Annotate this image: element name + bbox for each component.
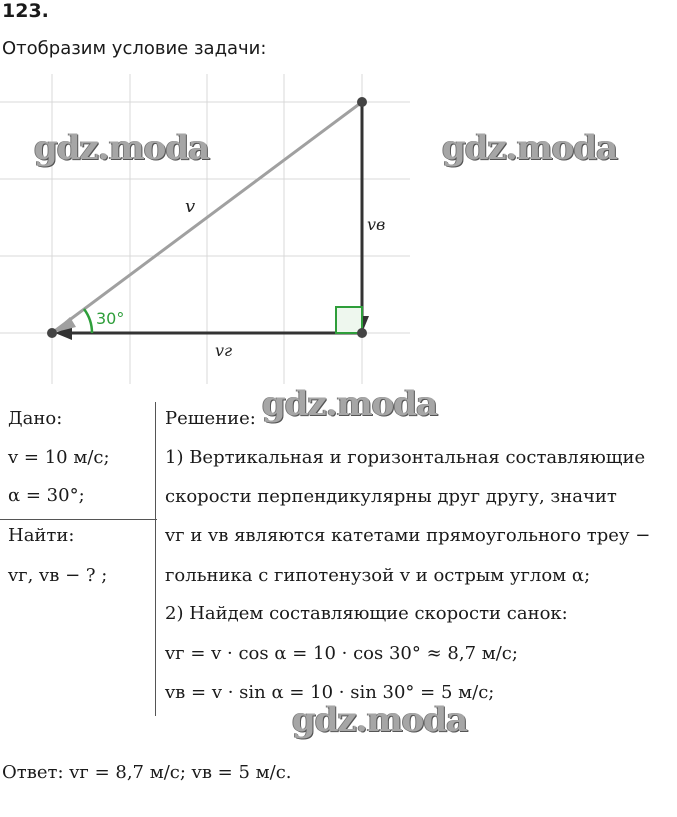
table-divider-horizontal bbox=[0, 519, 157, 520]
watermark: gdz.moda bbox=[292, 700, 468, 740]
solution-header: Решение: bbox=[165, 408, 256, 429]
angle-arc bbox=[84, 309, 92, 333]
answer: Ответ: vг = 8,7 м/с; vв = 5 м/с. bbox=[2, 762, 292, 783]
solution-line: 1) Вертикальная и горизонтальная составляющие bbox=[165, 447, 646, 468]
watermark: gdz.moda bbox=[442, 128, 618, 168]
right-angle-marker bbox=[336, 307, 362, 333]
grid bbox=[0, 74, 410, 384]
solution-line: 2) Найдем составляющие скорости санок: bbox=[165, 603, 568, 624]
watermark: gdz.moda bbox=[34, 128, 210, 168]
label-v: v bbox=[185, 196, 196, 217]
label-vv: vв bbox=[367, 215, 386, 234]
solution-line: vг = v · cos α = 10 · cos 30° ≈ 8,7 м/с; bbox=[165, 643, 518, 664]
watermark: gdz.moda bbox=[262, 384, 438, 424]
angle-label: 30° bbox=[96, 309, 125, 328]
table-divider-vertical bbox=[155, 402, 156, 716]
vertex-origin bbox=[47, 328, 57, 338]
solution-line: гольника с гипотенузой v и острым углом α; bbox=[165, 565, 591, 586]
problem-number: 123. bbox=[2, 0, 49, 22]
label-vg: vг bbox=[215, 341, 233, 360]
given-line: α = 30°; bbox=[8, 485, 85, 506]
vertex-top bbox=[357, 97, 367, 107]
vertex-corner bbox=[357, 328, 367, 338]
intro-text: Отобразим условие задачи: bbox=[2, 38, 267, 59]
find-line: vг, vв − ? ; bbox=[8, 565, 108, 586]
solution-line: vв = v · sin α = 10 · sin 30° = 5 м/с; bbox=[165, 682, 495, 703]
find-header: Найти: bbox=[8, 525, 75, 546]
given-header: Дано: bbox=[8, 408, 63, 429]
given-line: v = 10 м/с; bbox=[8, 447, 110, 468]
solution-line: vг и vв являются катетами прямоугольного треу − bbox=[165, 525, 651, 546]
solution-line: скорости перпендикулярны друг другу, значит bbox=[165, 486, 617, 507]
velocity-diagram bbox=[0, 74, 420, 394]
